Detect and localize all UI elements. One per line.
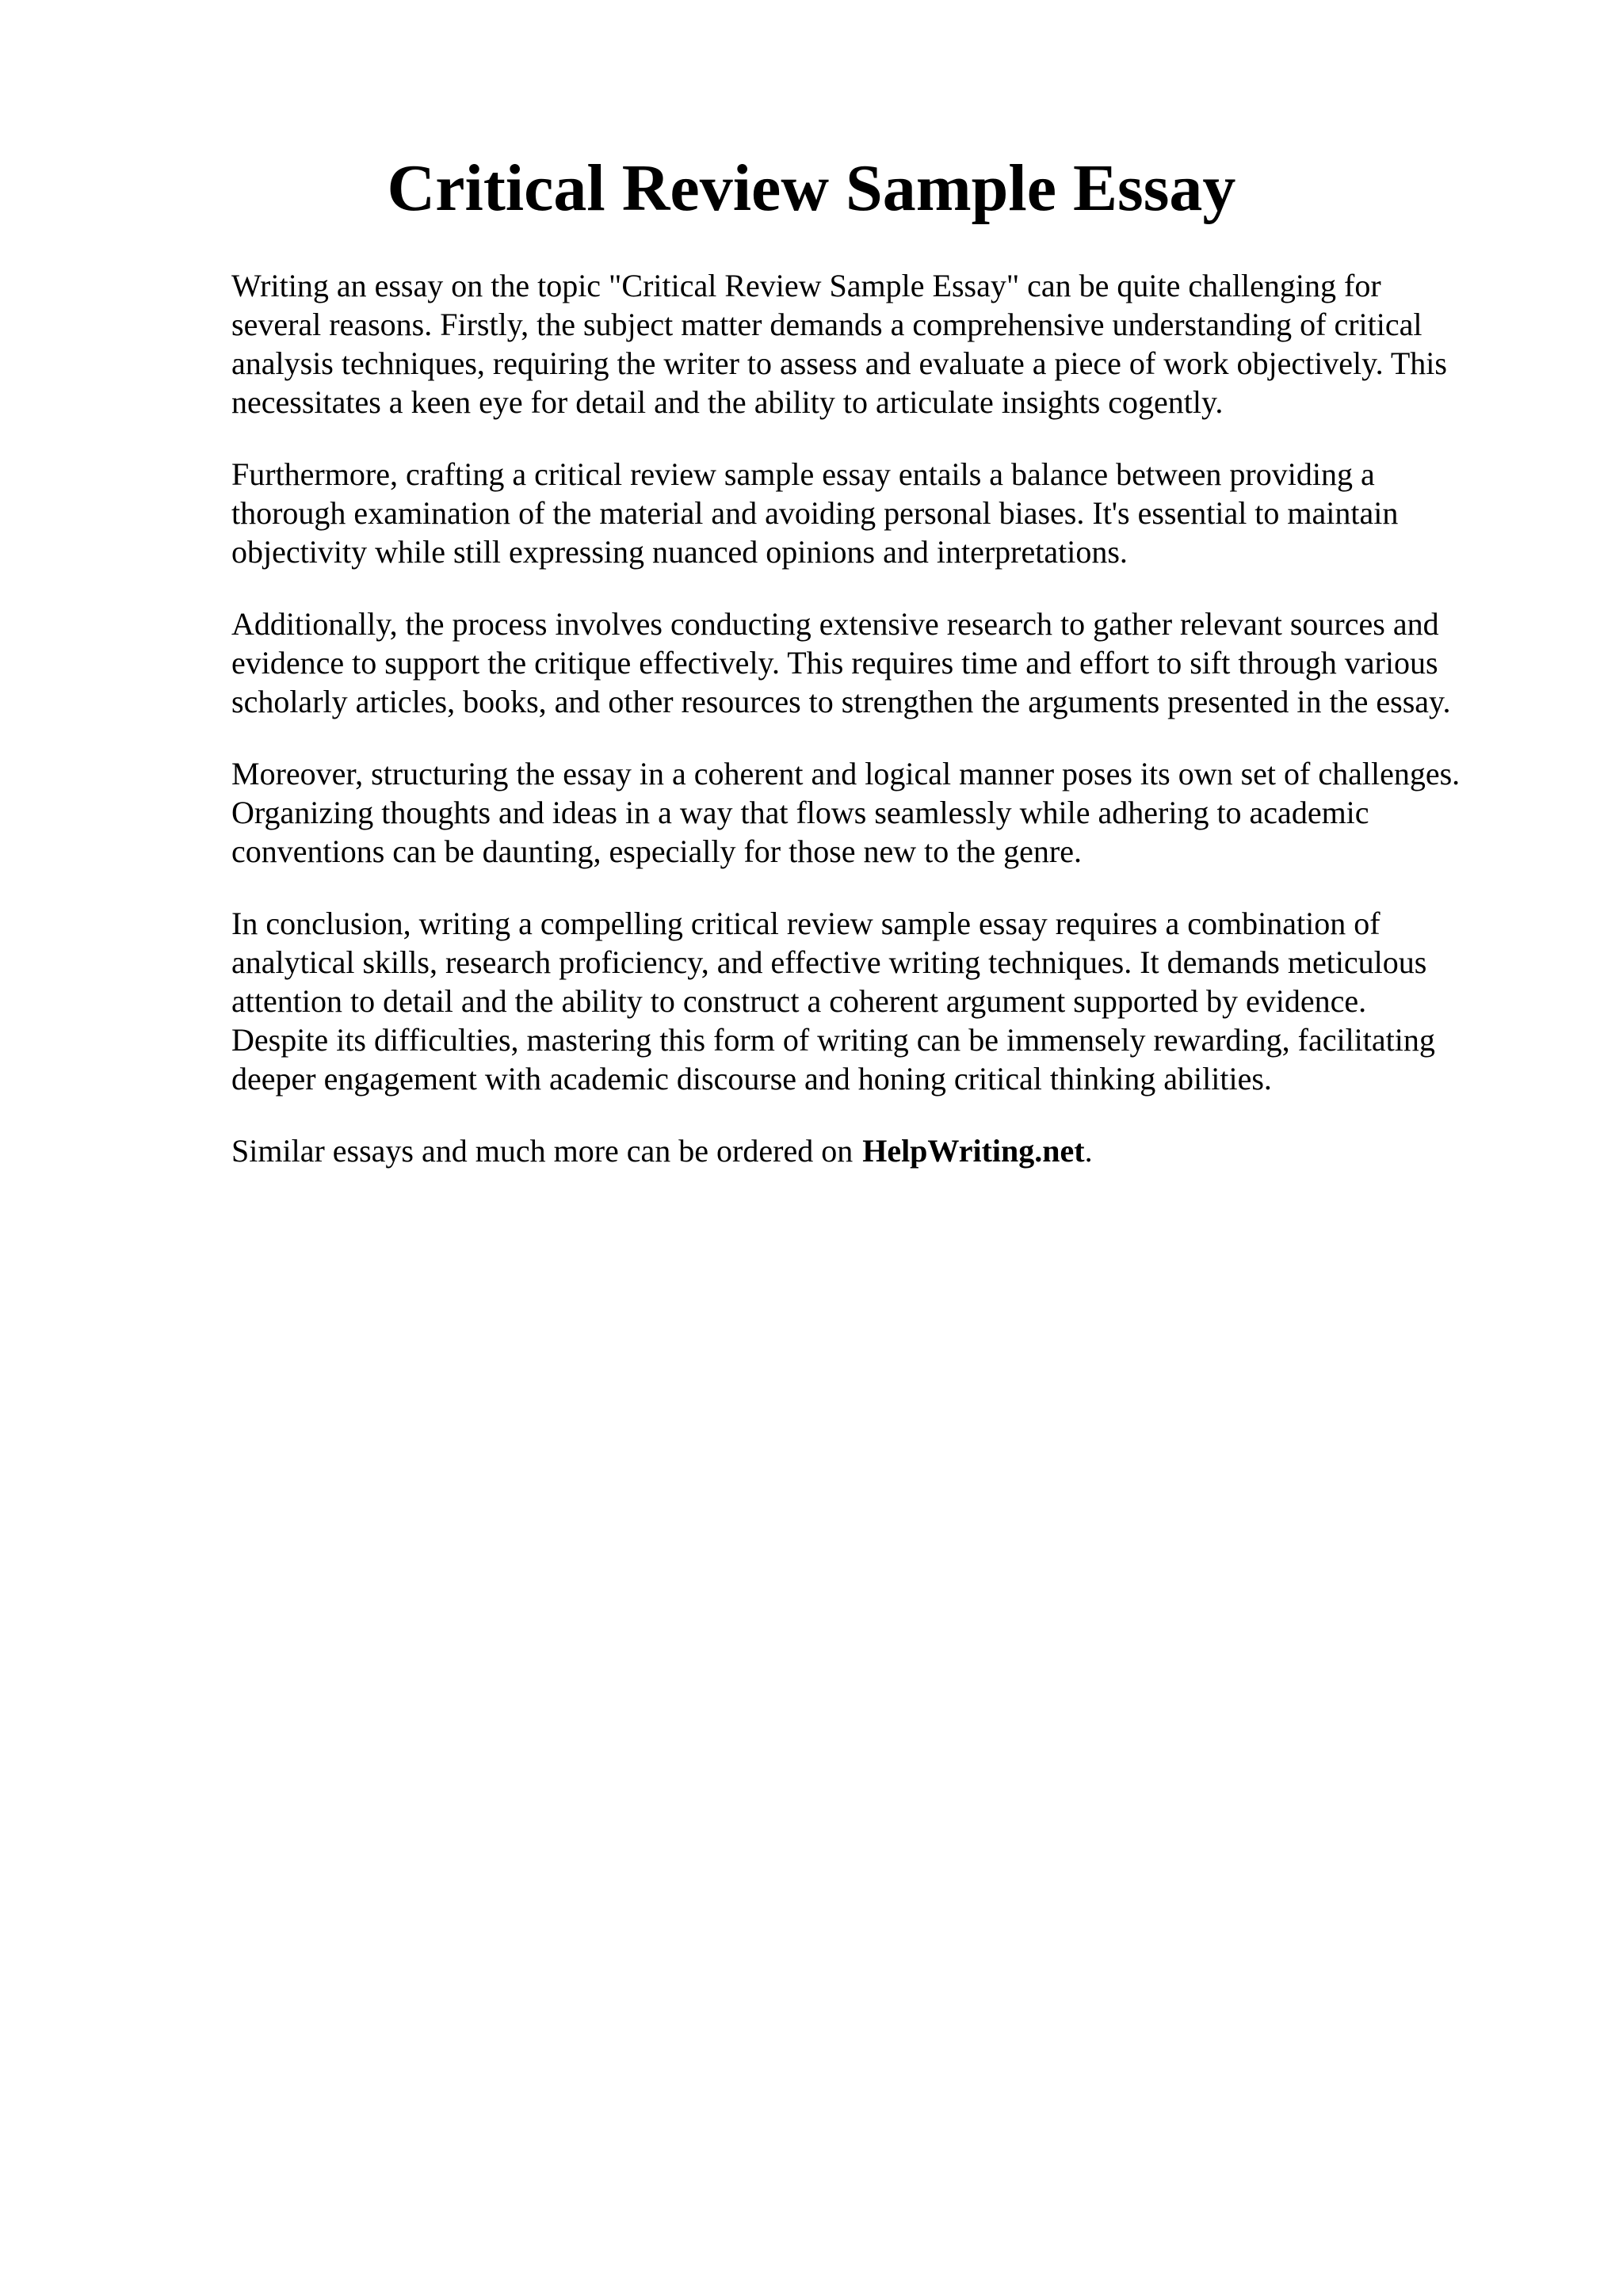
paragraph-line: thorough examination of the material and avoiding personal biases. It's essential to maintain [231, 495, 1399, 531]
paragraph-3 [231, 605, 1515, 721]
paragraph-4 [231, 754, 1515, 871]
paragraph-line: Moreover, structuring the essay in a coherent and logical manner poses its own set of challenges. [231, 756, 1461, 791]
document-body [231, 266, 1515, 1203]
paragraph-line: attention to detail and the ability to construct a coherent argument supported by evidence. [231, 983, 1367, 1019]
footer-line [231, 1131, 1515, 1170]
paragraph-5 [231, 904, 1515, 1098]
paragraph-line: Furthermore, crafting a critical review sample essay entails a balance between providing a [231, 456, 1375, 492]
paragraph-line: deeper engagement with academic discourse and honing critical thinking abilities. [231, 1061, 1272, 1097]
footer-text: Similar essays and much more can be ordered on [231, 1133, 854, 1169]
paragraph-2 [231, 455, 1515, 571]
paragraph-line: necessitates a keen eye for detail and the ability to articulate insights cogently. [231, 384, 1224, 420]
paragraph-1 [231, 266, 1515, 421]
paragraph-line: evidence to support the critique effectively. This requires time and effort to sift through various [231, 645, 1438, 681]
footer-punct: . [1084, 1133, 1093, 1169]
paragraph-line: objectivity while still expressing nuanced opinions and interpretations. [231, 534, 1128, 570]
paragraph-line: analysis techniques, requiring the writer to assess and evaluate a piece of work objectively. This [231, 345, 1447, 381]
paragraph-line: In conclusion, writing a compelling critical review sample essay requires a combination of [231, 906, 1381, 941]
paragraph-line: Writing an essay on the topic "Critical Review Sample Essay" can be quite challenging for [231, 268, 1381, 303]
brand-link[interactable]: HelpWriting.net [862, 1133, 1085, 1169]
paragraph-line: scholarly articles, books, and other resources to strengthen the arguments presented in the essay. [231, 684, 1451, 719]
paragraph-line: Additionally, the process involves conducting extensive research to gather relevant sources and [231, 606, 1439, 642]
paragraph-line: Despite its difficulties, mastering this form of writing can be immensely rewarding, facilitating [231, 1022, 1435, 1058]
paragraph-line: conventions can be daunting, especially for those new to the genre. [231, 833, 1082, 869]
paragraph-line: analytical skills, research proficiency, and effective writing techniques. It demands meticulous [231, 944, 1427, 980]
document-title: Critical Review Sample Essay [387, 151, 1236, 225]
paragraph-line: several reasons. Firstly, the subject matter demands a comprehensive understanding of critical [231, 307, 1423, 342]
paragraph-line: Organizing thoughts and ideas in a way that flows seamlessly while adhering to academic [231, 795, 1369, 830]
